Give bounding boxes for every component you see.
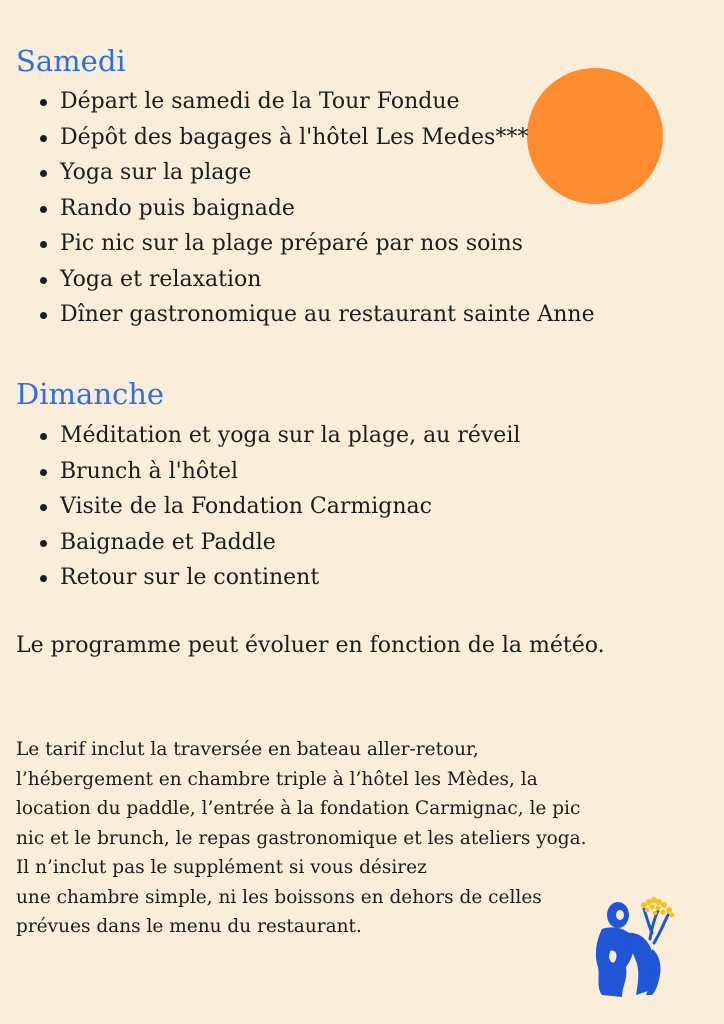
tarif-line: une chambre simple, ni les boissons en dehors de celles [16, 886, 542, 908]
list-item: Rando puis baignade [0, 191, 595, 227]
tarif-line: Le tarif inclut la traversée en bateau aller-retour, [16, 739, 479, 760]
tarif-line: Il n’inclut pas le supplément si vous désirez [16, 857, 427, 878]
samedi-heading: Samedi [16, 44, 126, 78]
dimanche-heading: Dimanche [16, 377, 165, 411]
list-item: Visite de la Fondation Carmignac [0, 489, 520, 525]
list-item: Dîner gastronomique au restaurant sainte Anne [0, 297, 595, 333]
list-item: Pic nic sur la plage préparé par nos soins [0, 226, 595, 262]
list-item: Yoga et relaxation [0, 262, 595, 298]
weather-note: Le programme peut évoluer en fonction de la météo. [16, 633, 605, 658]
list-item: Retour sur le continent [0, 560, 520, 596]
tarif-line: location du paddle, l’entrée à la fondation Carmignac, le pic [16, 798, 581, 819]
samedi-list [0, 84, 595, 333]
tarif-line: prévues dans le menu du restaurant. [16, 916, 362, 937]
list-item: Méditation et yoga sur la plage, au réveil [0, 418, 520, 454]
bather-figure-icon [592, 893, 676, 999]
list-item: Yoga sur la plage [0, 155, 595, 191]
dimanche-list [0, 418, 520, 596]
tarif-line: nic et le brunch, le repas gastronomique et les ateliers yoga. [16, 827, 587, 849]
list-item: Baignade et Paddle [0, 525, 520, 561]
list-item: Dépôt des bagages à l'hôtel Les Medes*** [0, 120, 595, 156]
list-item: Brunch à l'hôtel [0, 454, 520, 490]
tarif-line: l’hébergement en chambre triple à l’hôtel les Mèdes, la [16, 768, 538, 790]
tarif-paragraph [16, 735, 656, 942]
list-item: Départ le samedi de la Tour Fondue [0, 84, 595, 120]
